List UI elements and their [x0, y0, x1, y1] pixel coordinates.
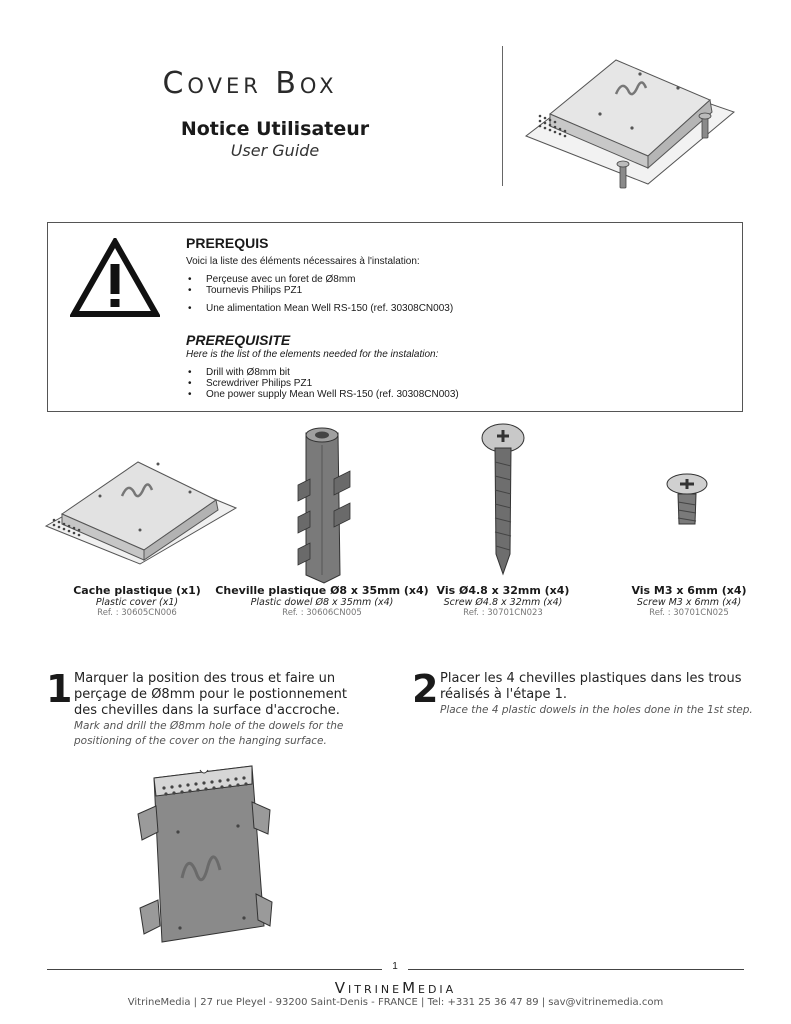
header-divider [502, 46, 503, 186]
prerequisites-intro-en: Here is the list of the elements needed for the instalation: [186, 349, 439, 360]
part-name-fr: Cheville plastique Ø8 x 35mm (x4) [215, 584, 429, 597]
part-label-screw-m3 [594, 584, 784, 618]
list-item: • One power supply Mean Well RS-150 (ref. 30308CN003) [186, 389, 459, 400]
step-1-illustration [134, 758, 274, 950]
screw-m3-illustration [662, 470, 712, 532]
warning-icon [70, 238, 160, 318]
part-name-fr: Vis Ø4.8 x 32mm (x4) [436, 584, 570, 597]
document-subtitle: Notice Utilisateur [180, 118, 370, 140]
prerequisites-intro-fr: Voici la liste des éléments nécessaires à l'instalation: [186, 256, 420, 267]
step-text-line-en: positioning of the cover on the hanging surface. [74, 735, 327, 747]
list-item: • Tournevis Philips PZ1 [186, 285, 453, 296]
list-item: • Perçeuse avec un foret de Ø8mm [186, 274, 453, 285]
step-2-text [440, 671, 760, 718]
plastic-cover-illustration [40, 448, 240, 568]
part-label-cover [42, 584, 232, 618]
plastic-dowel-illustration [288, 425, 358, 585]
part-ref: Ref. : 30606CN005 [282, 608, 362, 618]
step-2-number: 2 [412, 667, 439, 711]
document-title: Cover Box [162, 66, 338, 101]
part-name-en: Screw Ø4.8 x 32mm (x4) [443, 597, 563, 608]
step-1-number: 1 [46, 667, 73, 711]
step-text-line-en: Mark and drill the Ø8mm hole of the dowels for the [74, 720, 344, 732]
prerequisites-list-en [186, 367, 459, 400]
list-item: • Drill with Ø8mm bit [186, 367, 459, 378]
step-text-line-en: Place the 4 plastic dowels in the holes done in the 1st step. [440, 704, 753, 716]
list-item: • Screwdriver Philips PZ1 [186, 378, 459, 389]
screw-4-8-illustration [478, 422, 528, 578]
part-name-en: Plastic dowel Ø8 x 35mm (x4) [250, 597, 394, 608]
cover-box-illustration [520, 34, 740, 194]
footer-divider-right [408, 969, 744, 970]
step-text-line: des chevilles dans la surface d'accroche. [74, 703, 340, 718]
brand-logo: VitrineMedia [334, 979, 457, 997]
step-1-text [74, 671, 374, 749]
prerequisites-heading-fr: PREREQUIS [186, 235, 269, 251]
step-text-line: perçage de Ø8mm pour le postionnement [74, 687, 347, 702]
part-label-screw-4-8 [408, 584, 598, 618]
footer-address: VitrineMedia | 27 rue Pleyel - 93200 Saint-Denis - FRANCE | Tel: +331 25 36 47 89 | sav@vitrinemedia.com [127, 997, 664, 1008]
document-subtitle-en: User Guide [230, 141, 320, 160]
prerequisites-list-fr [186, 274, 453, 314]
part-name-fr: Cache plastique (x1) [73, 584, 201, 597]
prerequisites-heading-en: PREREQUISITE [186, 332, 291, 348]
part-label-dowel [212, 584, 432, 618]
part-ref: Ref. : 30605CN006 [97, 608, 177, 618]
list-item: • Une alimentation Mean Well RS-150 (ref. 30308CN003) [186, 303, 453, 314]
step-text-line: Marquer la position des trous et faire un [74, 671, 336, 686]
part-name-en: Screw M3 x 6mm (x4) [636, 597, 742, 608]
part-ref: Ref. : 30701CN023 [463, 608, 543, 618]
step-text-line: réalisés à l'étape 1. [440, 687, 568, 702]
part-name-en: Plastic cover (x1) [95, 597, 179, 608]
part-name-fr: Vis M3 x 6mm (x4) [631, 584, 747, 597]
footer-divider-left [47, 969, 382, 970]
page-number: 1 [392, 961, 398, 972]
part-ref: Ref. : 30701CN025 [649, 608, 729, 618]
step-text-line: Placer les 4 chevilles plastiques dans les trous [440, 671, 742, 686]
